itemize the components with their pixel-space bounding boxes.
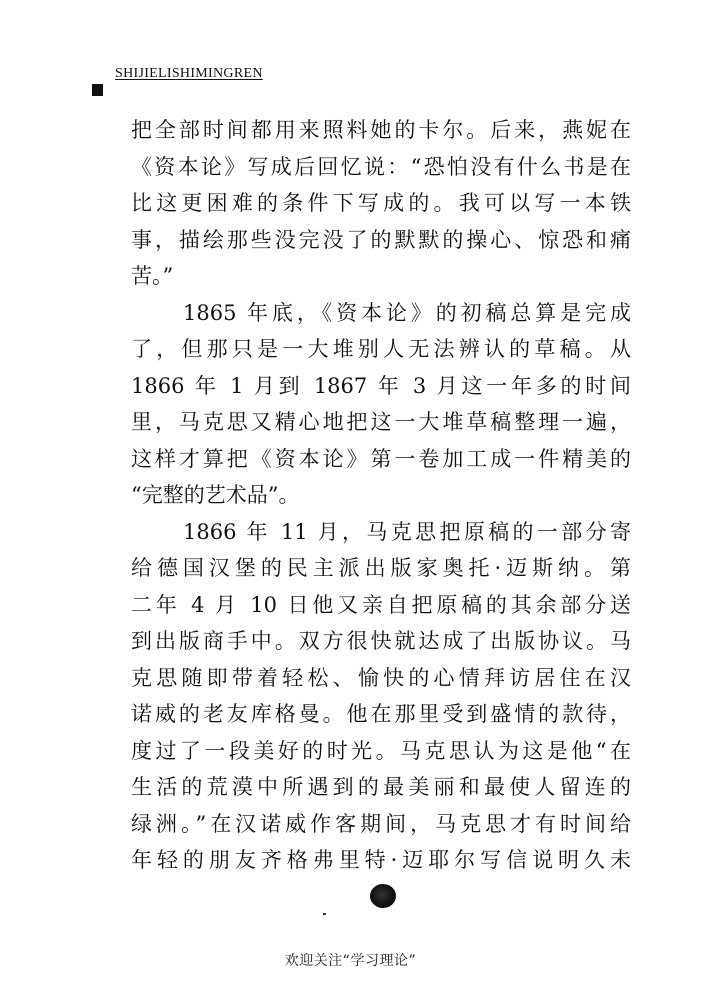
text-line: 了，但那只是一大堆别人无法辨认的草稿。从 (131, 337, 631, 361)
text-line: 《资本论》写成后回忆说：“恐怕没有什么书是在 (131, 154, 631, 179)
footer-note: 欢迎关注“学习理论” (284, 953, 417, 969)
text-line: 事，描绘那些没完没了的默默的操心、惊恐和痛 (131, 227, 631, 252)
text-line: “完整的艺术品”。 (131, 483, 300, 507)
text-line: 度过了一段美好的时光。马克思认为这是他“在 (131, 738, 631, 763)
text-line: 给德国汉堡的民主派出版家奥托·迈斯纳。第 (131, 556, 631, 580)
text-line: 苦。” (131, 264, 174, 288)
body-text (131, 112, 631, 879)
text-line: 生活的荒漠中所遇到的最美丽和最使人留连的 (131, 775, 631, 799)
text-line: 二年 4 月 10 日他又亲自把原稿的其余部分送 (131, 592, 631, 617)
text-line: 把全部时间都用来照料她的卡尔。后来，燕妮在 (131, 118, 631, 142)
text-line: 这样才算把《资本论》第一卷加工成一件精美的 (131, 446, 631, 471)
running-header: SHIJIELISHIMINGREN (115, 66, 263, 81)
text-line: 1866 年 1 月到 1867 年 3 月这一年多的时间 (131, 373, 631, 398)
text-line: 克思随即带着轻松、愉快的心情拜访居住在汉 (131, 665, 631, 690)
header-marker (92, 84, 103, 96)
text-line: 1865 年底，《资本论》的初稿总算是完成 (183, 300, 631, 325)
text-line: 比这更困难的条件下写成的。我可以写一本铁 (131, 191, 631, 215)
text-line: 绿洲。”在汉诺威作客期间，马克思才有时间给 (131, 811, 631, 836)
scan-speck (323, 913, 326, 915)
text-line: 诺威的老友库格曼。他在那里受到盛情的款待， (131, 702, 631, 726)
text-line: 到出版商手中。双方很快就达成了出版协议。马 (131, 629, 631, 653)
text-line: 里，马克思又精心地把这一大堆草稿整理一遍， (131, 410, 631, 434)
page-ornament (370, 884, 396, 908)
text-line: 1866 年 11 月，马克思把原稿的一部分寄 (183, 519, 631, 544)
text-line: 年轻的朋友齐格弗里特·迈耶尔写信说明久未 (131, 848, 631, 872)
